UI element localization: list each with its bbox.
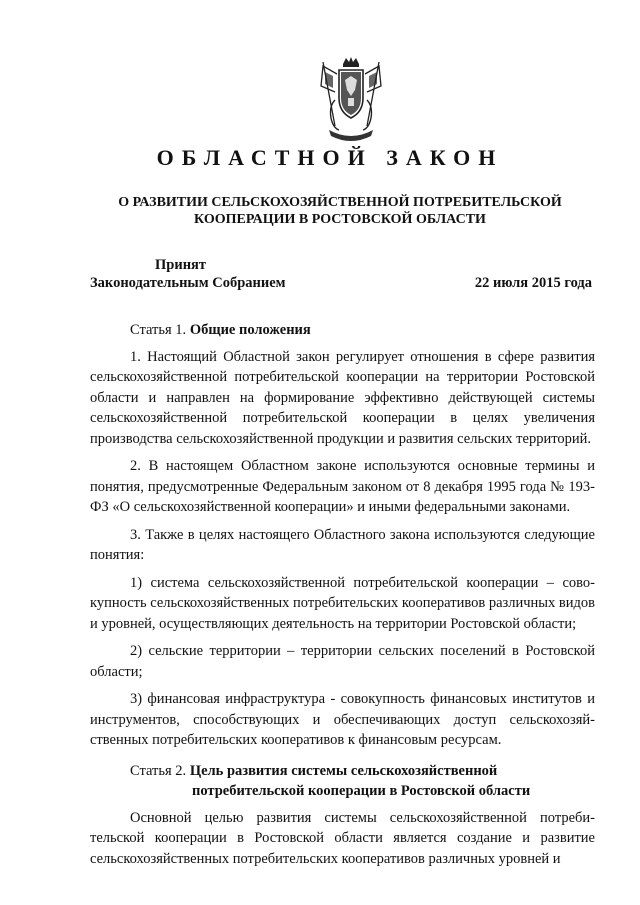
coat-of-arms-icon (315, 56, 387, 144)
article-title: Общие положения (189, 322, 311, 338)
document-type: ОБЛАСТНОЙ ЗАКОН (156, 145, 504, 170)
paragraph: 1) система сельскохозяйственной потребительской кооперации – совокупность сельскохозяйственных потребительских кооперативов различных видов и уровней, осуществляющих деятельность на территории Ростовской области; (90, 574, 595, 632)
document-title-line: О РАЗВИТИИ СЕЛЬСКОХОЗЯЙСТВЕННОЙ ПОТРЕБИТЕЛЬСКОЙ (118, 195, 562, 210)
paragraph: 2) сельские территории – территории сельских поселений в Ростовской области; (90, 643, 595, 680)
paragraph: 1. Настоящий Областной закон регулирует отношения в сфере развития сельскохозяйственной потребительской кооперации на территории Ростовской области и направлен на формирование эффективно действующей системы сельскохозяйственной потребительской кооперации в целях увеличения производства сельскохозяйственной продукции и развития сельских территорий. (90, 348, 595, 447)
document-title (0, 194, 640, 228)
document-body (90, 320, 595, 876)
article-prefix: Статья 2. (130, 762, 187, 779)
article-prefix: Статья 1. (130, 322, 187, 338)
document-title-line: КООПЕРАЦИИ В РОСТОВСКОЙ ОБЛАСТИ (194, 212, 486, 227)
article-title: Цель развития системы сельскохозяйственной (189, 762, 498, 779)
article-heading (90, 320, 595, 341)
adopted-label: Принят (155, 257, 207, 273)
paragraph: 3) финансовая инфраструктура - совокупность финансовых институтов и инструментов, способствующих и обеспечивающих доступ сельскохозяйственных потребительских кооперативов к финансовым ресурсам. (90, 691, 595, 748)
article-title-continuation: потребительской кооперации в Ростовской области (192, 783, 531, 799)
paragraph: 2. В настоящем Областном законе используются основные термины и понятия, предусмотренные Федеральным законом от 8 декабря 1995 года № 193-ФЗ «О сельскохозяйственной кооперации» и иными федеральными законами. (90, 458, 595, 515)
article-heading (90, 761, 595, 802)
paragraph: Основной целью развития системы сельскохозяйственной потребительской кооперации в Ростовской области является создание и развитие сельскохозяйственных потребительских кооперативов различных уровней и (90, 809, 595, 867)
adopted-by: Законодательным Собранием (90, 275, 286, 291)
paragraph: 3. Также в целях настоящего Областного закона используются следующие понятия: (90, 526, 595, 563)
adopted-date: 22 июля 2015 года (474, 275, 592, 291)
